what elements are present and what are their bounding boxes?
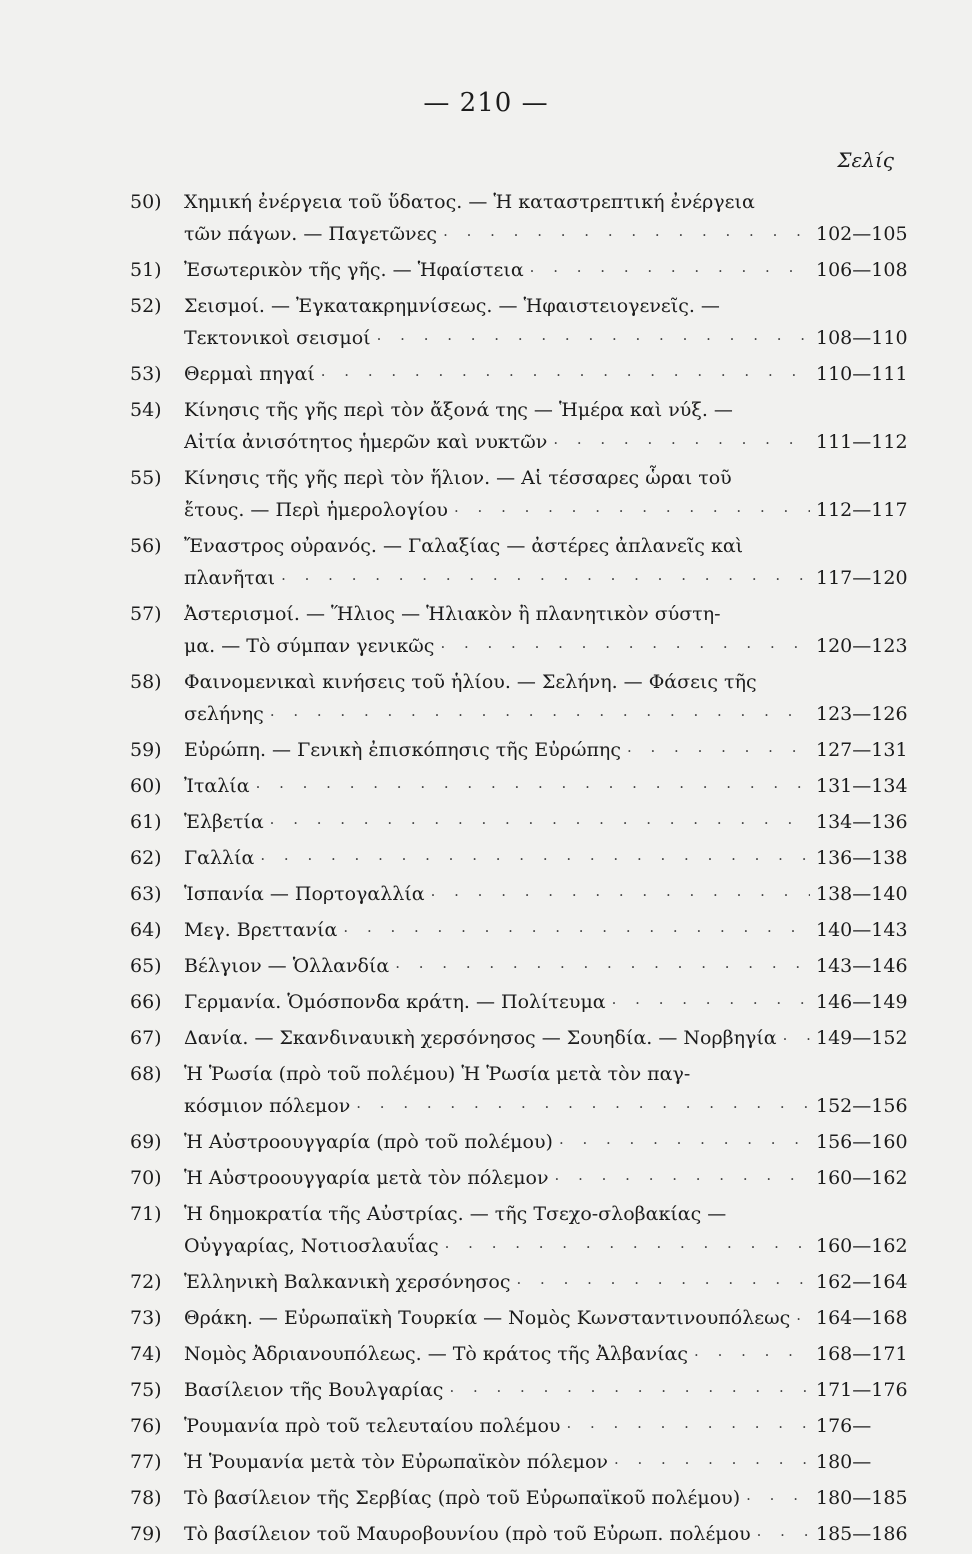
dot-leader xyxy=(356,1091,810,1122)
entry-title: κόσμιον πόλεμον xyxy=(184,1095,351,1117)
toc-entry xyxy=(130,1162,930,1194)
page-range: 180— xyxy=(816,1451,872,1473)
toc-entry xyxy=(130,1482,930,1514)
entry-line xyxy=(184,878,934,910)
dot-leader xyxy=(612,987,810,1018)
entry-line xyxy=(184,1162,934,1194)
page-range: 168—171 xyxy=(816,1343,908,1365)
entry-title: Ἡ Αὐστροουγγαρία μετὰ τὸν πόλεμον xyxy=(184,1167,549,1189)
entry-number: 51) xyxy=(130,259,162,281)
page-number: — 210 — xyxy=(423,88,549,118)
entry-line xyxy=(184,1126,934,1158)
entry-line xyxy=(184,630,934,662)
entry-line xyxy=(184,530,934,562)
entry-title: Ἱσπανία — Πορτογαλλία xyxy=(184,883,425,905)
toc-entry xyxy=(130,186,930,250)
entry-number: 58) xyxy=(130,671,162,693)
toc-entry xyxy=(130,734,930,766)
dot-leader xyxy=(553,427,810,458)
page-range: 134—136 xyxy=(816,811,908,833)
toc-entry xyxy=(130,1198,930,1262)
toc-entry xyxy=(130,358,930,390)
entry-number: 71) xyxy=(130,1203,162,1225)
entry-number: 61) xyxy=(130,811,162,833)
dot-leader xyxy=(530,255,810,286)
entry-line xyxy=(184,494,934,526)
entry-line xyxy=(184,950,934,982)
entry-line xyxy=(184,358,934,390)
entry-line xyxy=(184,1482,934,1514)
entry-title: Τεκτονικοὶ σεισμοί xyxy=(184,327,371,349)
entry-line xyxy=(184,1058,934,1090)
dot-leader xyxy=(746,1483,810,1514)
entry-title: Νομὸς Ἀδριανουπόλεως. — Τὸ κράτος τῆς Ἀλβανίας xyxy=(184,1343,689,1365)
dot-leader xyxy=(566,1411,810,1442)
page-range: 171—176 xyxy=(816,1379,908,1401)
entry-number: 54) xyxy=(130,399,162,421)
entry-title: Ἡ Αὐστροουγγαρία (πρὸ τοῦ πολέμου) xyxy=(184,1131,553,1153)
entry-number: 75) xyxy=(130,1379,162,1401)
entry-title: Κίνησις τῆς γῆς περὶ τὸν ἥλιον. — Αἱ τέσσαρες ὧραι τοῦ xyxy=(184,467,732,489)
entry-line xyxy=(184,770,934,802)
dot-leader xyxy=(627,735,810,766)
page-range: 102—105 xyxy=(816,223,908,245)
entry-title: Ἰταλία xyxy=(184,775,250,797)
entry-line xyxy=(184,322,934,354)
page-range: 138—140 xyxy=(816,883,908,905)
page-range: 108—110 xyxy=(816,327,908,349)
dot-leader xyxy=(395,951,810,982)
entry-title: σελήνης xyxy=(184,703,264,725)
entry-title: Ἡ Ῥωσία (πρὸ τοῦ πολέμου) Ἡ Ῥωσία μετὰ τὸν παγ- xyxy=(184,1063,691,1085)
page-range: 112—117 xyxy=(816,499,908,521)
entry-title: πλανῆται xyxy=(184,567,276,589)
page-range: 162—164 xyxy=(816,1271,908,1293)
toc-entry xyxy=(130,1410,930,1442)
toc-entry xyxy=(130,1446,930,1478)
toc-entry xyxy=(130,986,930,1018)
page-range: 117—120 xyxy=(816,567,908,589)
page-range: 127—131 xyxy=(816,739,908,761)
dot-leader xyxy=(256,771,810,802)
entry-line xyxy=(184,1022,934,1054)
entry-line xyxy=(184,842,934,874)
dot-leader xyxy=(445,1231,810,1262)
entry-title: Θερμαὶ πηγαί xyxy=(184,363,315,385)
entry-number: 70) xyxy=(130,1167,162,1189)
page-range: 180—185 xyxy=(816,1487,908,1509)
entry-number: 59) xyxy=(130,739,162,761)
page-range: 140—143 xyxy=(816,919,908,941)
dot-leader xyxy=(443,219,810,250)
entry-line xyxy=(184,1090,934,1122)
entry-title: τῶν πάγων. — Παγετῶνες xyxy=(184,223,438,245)
page-range: 123—126 xyxy=(816,703,908,725)
dot-leader xyxy=(343,915,810,946)
entry-number: 53) xyxy=(130,363,162,385)
entry-line xyxy=(184,290,934,322)
entry-line xyxy=(184,806,934,838)
entry-title: Θράκη. — Εὐρωπαϊκὴ Τουρκία — Νομὸς Κωνσταντινουπόλεως xyxy=(184,1307,791,1329)
entry-title: Ἔναστρος οὐρανός. — Γαλαξίας — ἀστέρες ἀπλανεῖς καὶ xyxy=(184,535,744,557)
dot-leader xyxy=(270,807,810,838)
entry-line xyxy=(184,1266,934,1298)
page-range: 106—108 xyxy=(816,259,908,281)
toc-entry xyxy=(130,1022,930,1054)
entry-number: 56) xyxy=(130,535,162,557)
toc-entry xyxy=(130,598,930,662)
entry-title: Γαλλία xyxy=(184,847,255,869)
entry-title: Ἐσωτερικὸν τῆς γῆς. — Ἡφαίστεια xyxy=(184,259,524,281)
entry-number: 65) xyxy=(130,955,162,977)
dot-leader xyxy=(555,1163,810,1194)
page-range: 120—123 xyxy=(816,635,908,657)
dot-leader xyxy=(783,1023,810,1054)
entry-line xyxy=(184,1302,934,1334)
entry-title: μα. — Τὸ σύμπαν γενικῶς xyxy=(184,635,435,657)
toc-entry xyxy=(130,394,930,458)
entry-title: Δανία. — Σκανδιναυικὴ χερσόνησος — Σουηδία. — Νορβηγία xyxy=(184,1027,777,1049)
page-range: 156—160 xyxy=(816,1131,908,1153)
entry-line xyxy=(184,598,934,630)
page-range: 185—186 xyxy=(816,1523,908,1545)
page-range: 176— xyxy=(816,1415,872,1437)
dot-leader xyxy=(757,1519,810,1550)
toc-entry xyxy=(130,254,930,286)
entry-number: 52) xyxy=(130,295,162,317)
entry-line xyxy=(184,698,934,730)
entry-line xyxy=(184,426,934,458)
entry-title: Τὸ βασίλειον τῆς Σερβίας (πρὸ τοῦ Εὐρωπαϊκοῦ πολέμου) xyxy=(184,1487,741,1509)
entry-title: Βέλγιον — Ὁλλανδία xyxy=(184,955,390,977)
dot-leader xyxy=(281,563,810,594)
entry-title: Ἀστερισμοί. — Ἥλιος — Ἡλιακὸν ἢ πλανητικὸν σύστη- xyxy=(184,603,721,625)
entry-title: Εὐρώπη. — Γενικὴ ἐπισκόπησις τῆς Εὐρώπης xyxy=(184,739,621,761)
entry-line xyxy=(184,1198,934,1230)
entry-line xyxy=(184,914,934,946)
page-range: 131—134 xyxy=(816,775,908,797)
dot-leader xyxy=(454,495,810,526)
entry-line xyxy=(184,394,934,426)
toc-entry xyxy=(130,290,930,354)
entry-number: 67) xyxy=(130,1027,162,1049)
dot-leader xyxy=(431,879,810,910)
entry-title: Ῥουμανία πρὸ τοῦ τελευταίου πολέμου xyxy=(184,1415,561,1437)
entry-title: Γερμανία. Ὁμόσπονδα κράτη. — Πολίτευμα xyxy=(184,991,606,1013)
dot-leader xyxy=(796,1303,810,1334)
page-range: 149—152 xyxy=(816,1027,908,1049)
page-range: 152—156 xyxy=(816,1095,908,1117)
entry-number: 69) xyxy=(130,1131,162,1153)
entry-number: 60) xyxy=(130,775,162,797)
entry-title: Ἑλβετία xyxy=(184,811,264,833)
entry-number: 50) xyxy=(130,191,162,213)
toc-entry xyxy=(130,1302,930,1334)
dot-leader xyxy=(614,1447,810,1478)
toc-entry xyxy=(130,878,930,910)
toc-entry xyxy=(130,1338,930,1370)
entry-title: Χημική ἐνέργεια τοῦ ὕδατος. — Ἡ καταστρεπτική ἐνέργεια xyxy=(184,191,755,213)
entry-number: 74) xyxy=(130,1343,162,1365)
entry-number: 64) xyxy=(130,919,162,941)
entry-line xyxy=(184,1410,934,1442)
page-range: 160—162 xyxy=(816,1167,908,1189)
entry-line xyxy=(184,1230,934,1262)
entry-number: 68) xyxy=(130,1063,162,1085)
entry-line xyxy=(184,218,934,250)
entry-line xyxy=(184,1374,934,1406)
pages-column-heading: Σελίς xyxy=(837,148,894,172)
toc-entry xyxy=(130,1126,930,1158)
toc-entry xyxy=(130,1518,930,1550)
entry-number: 77) xyxy=(130,1451,162,1473)
entry-line xyxy=(184,734,934,766)
entry-title: Αἰτία ἀνισότητος ἡμερῶν καὶ νυκτῶν xyxy=(184,431,548,453)
entry-title: Μεγ. Βρεττανία xyxy=(184,919,338,941)
toc-entry xyxy=(130,666,930,730)
page-range: 146—149 xyxy=(816,991,908,1013)
entry-line xyxy=(184,666,934,698)
dot-leader xyxy=(517,1267,810,1298)
entry-line xyxy=(184,186,934,218)
toc-entry xyxy=(130,950,930,982)
toc-entry xyxy=(130,1058,930,1122)
entry-number: 73) xyxy=(130,1307,162,1329)
toc-entry xyxy=(130,1266,930,1298)
table-of-contents xyxy=(130,186,930,1554)
entry-line xyxy=(184,462,934,494)
dot-leader xyxy=(559,1127,810,1158)
page-range: 160—162 xyxy=(816,1235,908,1257)
entry-title: Κίνησις τῆς γῆς περὶ τὸν ἄξονά της — Ἡμέρα καὶ νύξ. — xyxy=(184,399,733,421)
entry-title: Ἡ δημοκρατία τῆς Αὐστρίας. — τῆς Τσεχο-σλοβακίας — xyxy=(184,1203,727,1225)
page-range: 136—138 xyxy=(816,847,908,869)
entry-number: 57) xyxy=(130,603,162,625)
toc-entry xyxy=(130,914,930,946)
entry-number: 66) xyxy=(130,991,162,1013)
entry-number: 62) xyxy=(130,847,162,869)
toc-entry xyxy=(130,806,930,838)
entry-title: ἔτους. — Περὶ ἡμερολογίου xyxy=(184,499,448,521)
entry-number: 63) xyxy=(130,883,162,905)
entry-number: 78) xyxy=(130,1487,162,1509)
dot-leader xyxy=(449,1375,810,1406)
entry-title: Τὸ βασίλειον τοῦ Μαυροβουνίου (πρὸ τοῦ Εὐρωπ. πολέμου xyxy=(184,1523,751,1545)
entry-line xyxy=(184,1446,934,1478)
entry-line xyxy=(184,1338,934,1370)
page-range: 143—146 xyxy=(816,955,908,977)
toc-entry xyxy=(130,530,930,594)
entry-title: Φαινομενικαὶ κινήσεις τοῦ ἡλίου. — Σελήνη. — Φάσεις τῆς xyxy=(184,671,757,693)
page-range: 164—168 xyxy=(816,1307,908,1329)
entry-line xyxy=(184,254,934,286)
toc-entry xyxy=(130,842,930,874)
entry-line xyxy=(184,986,934,1018)
toc-entry xyxy=(130,770,930,802)
dot-leader xyxy=(694,1339,810,1370)
dot-leader xyxy=(321,359,810,390)
entry-title: Σεισμοί. — Ἐγκατακρημνίσεως. — Ἡφαιστειογενεῖς. — xyxy=(184,295,720,317)
entry-title: Βασίλειον τῆς Βουλγαρίας xyxy=(184,1379,444,1401)
dot-leader xyxy=(270,699,810,730)
entry-title: Ἑλληνικὴ Βαλκανικὴ χερσόνησος xyxy=(184,1271,511,1293)
entry-number: 55) xyxy=(130,467,162,489)
toc-entry xyxy=(130,1374,930,1406)
entry-number: 72) xyxy=(130,1271,162,1293)
page-range: 110—111 xyxy=(816,363,908,385)
page-range: 111—112 xyxy=(816,431,908,453)
entry-number: 79) xyxy=(130,1523,162,1545)
dot-leader xyxy=(440,631,810,662)
dot-leader xyxy=(377,323,810,354)
dot-leader xyxy=(260,843,810,874)
entry-title: Ἡ Ῥουμανία μετὰ τὸν Εὐρωπαϊκὸν πόλεμον xyxy=(184,1451,608,1473)
entry-title: Οὐγγαρίας, Νοτιοσλαυΐας xyxy=(184,1235,439,1257)
entry-line xyxy=(184,562,934,594)
entry-number: 76) xyxy=(130,1415,162,1437)
entry-line xyxy=(184,1518,934,1550)
toc-entry xyxy=(130,462,930,526)
